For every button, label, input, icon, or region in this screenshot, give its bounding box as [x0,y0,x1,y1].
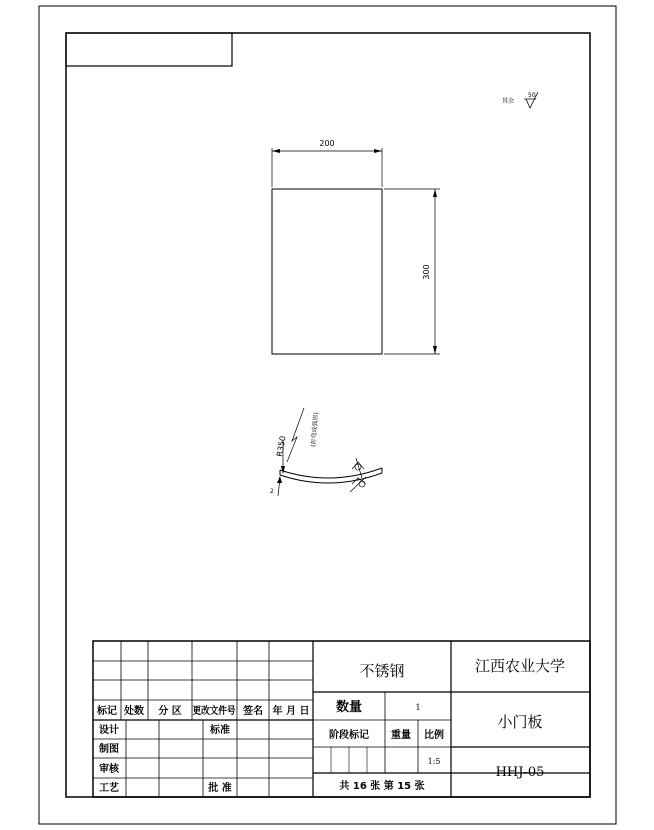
drawing-number: HHJ-05 [495,765,545,780]
rev-header-date: 年 月 日 [272,706,310,717]
university-name: 江西农业大学 [474,657,566,675]
dim-width-value: 200 [319,139,335,148]
sheet-outer-border [39,6,616,824]
stage-mark-label: 阶段标记 [329,730,369,741]
top-left-code-box [66,33,232,66]
quantity-label: 数量 [335,700,363,715]
arc-roughness-mark-bottom [350,477,366,492]
arc-roughness-circle-bottom [359,481,365,487]
approve-label: 批 准 [208,783,232,794]
roughness-label: 其余 [502,98,515,105]
sheet-count: 共 16 张 第 15 张 [339,781,425,792]
note-leader-zigzag [287,408,304,462]
rev-header-docno: 更改文件号 [192,706,243,717]
rev-header-count: 处数 [124,706,144,717]
drawing-label: 制图 [99,744,119,755]
weight-label: 重量 [391,730,411,741]
plate-outline [272,189,382,354]
roughness-value: 50 [528,92,536,99]
arc-upper [280,468,382,478]
plate-front-view [272,139,440,354]
radius-label: R350 [275,435,288,458]
thickness-label: 2 [270,488,274,495]
bend-note: (折弯成弧形) [310,412,321,448]
design-label: 设计 [99,725,119,736]
review-label: 审核 [99,764,119,775]
rev-header-mark: 标记 [97,706,117,717]
material-name: 不锈钢 [359,662,405,680]
bend-side-view [270,408,382,496]
roughness-symbol [502,92,538,108]
thickness-arrow [277,476,282,483]
part-name: 小门板 [497,713,543,731]
quantity-value: 1 [415,703,421,712]
rev-header-sign: 签名 [243,706,263,717]
rev-header-zone: 分 区 [158,706,182,717]
dim-height-value: 300 [422,264,431,280]
scale-value: 1:5 [427,757,441,766]
standard-label: 标准 [210,725,230,736]
scale-label: 比例 [424,730,444,741]
process-label: 工艺 [99,783,119,794]
